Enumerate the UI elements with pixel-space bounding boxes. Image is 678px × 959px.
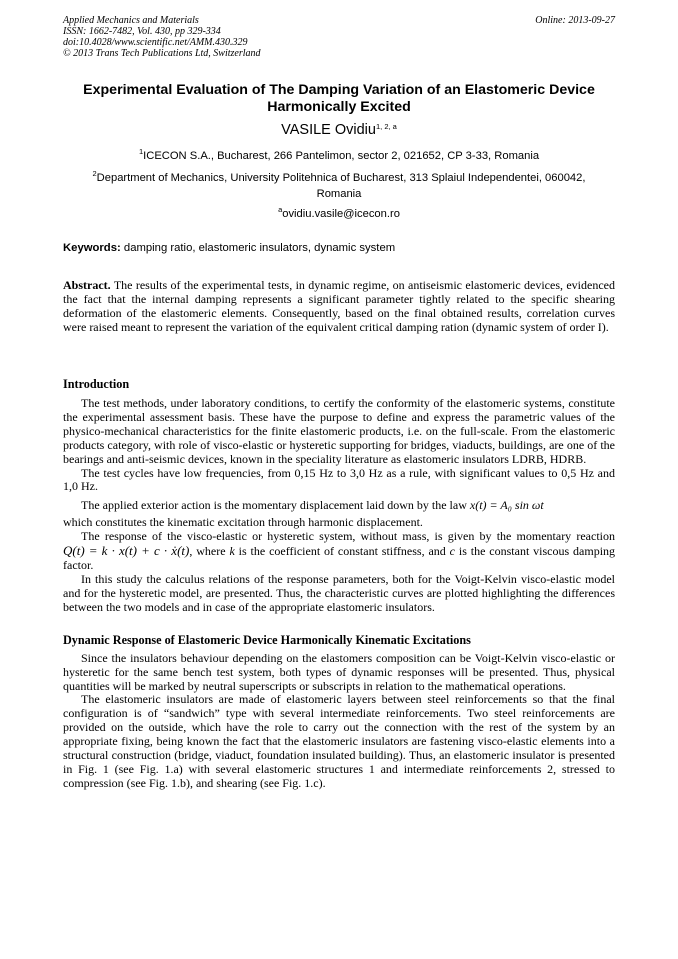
displacement-equation: x(t) = A₀ sin ωt <box>469 498 544 513</box>
affiliation-2-sup: 2 <box>92 169 97 178</box>
intro-paragraph-3 <box>63 494 615 516</box>
affiliation-email-sup: a <box>278 205 283 214</box>
abstract <box>63 279 615 335</box>
keywords-text: damping ratio, elastomeric insulators, dynamic system <box>123 242 396 254</box>
affiliation-2-text: Department of Mechanics, University Politehnica of Bucharest, 313 Splaiul Independentei, 060042, Romania <box>96 172 586 200</box>
intro-paragraph-3-cont: which constitutes the kinematic excitation through harmonic displacement. <box>63 515 423 530</box>
journal-header <box>63 15 423 59</box>
reaction-equation: Q(t) = k · x(t) + c · ẋ(t) <box>63 543 190 559</box>
reaction-where: , where <box>189 544 226 559</box>
paper-title: Experimental Evaluation of The Damping Variation of an Elastomeric Device Harmonically Excited <box>83 82 595 115</box>
main-content <box>63 377 615 791</box>
journal-name: Applied Mechanics and Materials <box>63 15 199 26</box>
keywords <box>63 241 615 255</box>
affiliation-2 <box>63 170 615 202</box>
intro-paragraph-5: In this study the calculus relations of the response parameters, both for the Voigt-Kelvin visco-elastic model and for the hysteretic model, are presented. Thus, the characteristic curves are plotted highlighting the differences between the two models and in case of the appropriate elastomeric insulators. <box>63 571 615 614</box>
introduction-heading: Introduction <box>63 377 130 391</box>
dynamic-paragraph-2: The elastomeric insulators are made of elastomeric layers between steel reinforcements so that the final configuration is of “sandwich” type with several intermediate reinforcements. Two steel reinforcements are provided on the outside, which have the role to carry out the connection with the rest of the system by an appropriate fixing, being known the fact that the elastomeric insulators are fastening visco-elastic elements into a structural construction (bridge, viaduct, foundation insulated building). Thus, an elastomeric insulator is presented in Fig. 1 (see Fig. 1.a) with several elastomeric structures 1 and intermediate reinforcements 2, stressed to compression (see Fig. 1.b), and shearing (see Fig. 1.c). <box>63 692 615 790</box>
c-symbol: c <box>449 544 455 559</box>
abstract-text: The results of the experimental tests, in dynamic regime, on antiseismic elastomeric devices, evidenced the fact that the internal damping represents a significant parameter tightly related to the specific shearing deformation of the elastomeric elements. Consequently, based on the final obtained results, correlation curves were raised meant to represent the variation of the equivalent critical damping ration (dynamic system of order I). <box>63 278 615 334</box>
intro-paragraph-4 <box>63 530 615 573</box>
affiliation-1 <box>63 148 615 164</box>
affiliation-1-text: ICECON S.A., Bucharest, 266 Pantelimon, sector 2, 021652, CP 3-33, Romania <box>143 150 540 162</box>
abstract-label: Abstract. <box>63 278 111 292</box>
doi-line: doi:10.4028/www.scientific.net/AMM.430.329 <box>63 37 248 48</box>
damping-text: is the constant viscous damping factor. <box>63 544 616 573</box>
online-date: Online: 2013-09-27 <box>535 15 615 26</box>
author-sup: 1, 2, a <box>375 122 397 131</box>
intro-paragraph-1: The test methods, under laboratory conditions, to certify the conformity of the elastomeric systems, constitute the experimental assessment basis. These have the purpose to define and express the parametric values of the physico-mechanical characteristics for the finite elastomeric products, i.e. on the full-scale. From the elastomeric products category, with role of visco-elastic or hysteretic supporting for bridges, viaducts, buildings, are one of the bearings and anti-seismic devices, known in the speciality literature as elastomeric insulators LDRB, HDRB. <box>63 396 615 466</box>
affiliation-email <box>63 206 615 222</box>
author-name: VASILE Ovidiu <box>281 122 376 138</box>
k-symbol: k <box>229 544 235 559</box>
law-text: The applied exterior action is the momentary displacement laid down by the law <box>81 498 467 513</box>
affiliation-1-sup: 1 <box>138 147 144 156</box>
email-link[interactable]: ovidiu.vasile@icecon.ro <box>282 208 400 220</box>
stiffness-text: is the coefficient of constant stiffness, and <box>238 544 446 559</box>
issn-line: ISSN: 1662-7482, Vol. 430, pp 329-334 <box>63 26 221 37</box>
dynamic-response-heading: Dynamic Response of Elastomeric Device Harmonically Kinematic Excitations <box>63 632 471 647</box>
intro-paragraph-2: The test cycles have low frequencies, from 0,15 Hz to 3,0 Hz as a rule, with significant values to 0,5 Hz and 1,0 Hz. <box>63 465 615 494</box>
copyright-line: © 2013 Trans Tech Publications Ltd, Switzerland <box>63 48 261 59</box>
keywords-label: Keywords: <box>63 242 121 254</box>
dynamic-paragraph-1: Since the insulators behaviour depending on the elastomers composition can be Voigt-Kelvin visco-elastic or hysteretic for the same bench test system, both types of dynamic responses will be presented. Thus, physical quantities will be marked by neutral superscripts or subscripts in relation to the mathematical operations. <box>63 650 615 693</box>
reaction-text: The response of the visco-elastic or hysteretic system, without mass, is given by the momentary reaction <box>81 529 615 544</box>
author-line <box>63 121 615 139</box>
